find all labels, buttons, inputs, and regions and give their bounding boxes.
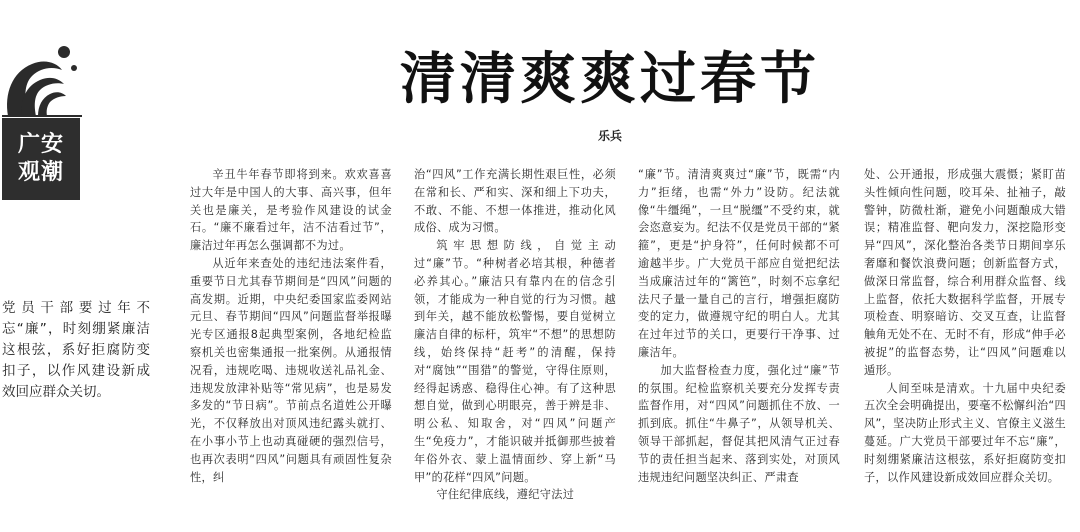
paragraph: 筑牢思想防线，自觉主动过“廉”节。“种树者必培其根，种德者必养其心。”廉洁只有靠内在的信念引领，才能成为一种自觉的行为习惯。越到年关，越不能放松警惕，要自觉树立廉洁自律的标杆，筑牢“不想”的思想防线，始终保持“赶考”的清醒，保持对“腐蚀”“围猎”的警觉，守得住原则，经得起诱惑、稳得住心神。有了这种思想自觉，做到心明眼亮，善于辨是非、明公私、知取舍，对“四风”问题产生“免疫力”，才能识破并抵御那些披着年俗外衣、蒙上温情面纱、穿上新“马甲”的花样“四风”问题。	[414, 239, 616, 484]
paragraph: 治“四风”工作充满长期性艰巨性，必须在常和长、严和实、深和细上下功夫，不敢、不能、不想一体推进，推动化风成俗、成为习惯。	[414, 168, 616, 235]
article-column-4	[864, 166, 1066, 532]
wave-logo-icon	[2, 42, 82, 118]
paragraph: 从近年来查处的违纪违法案件看，重要节日尤其春节期间是“四风”问题的高发期。近期，中央纪委国家监委网站元旦、春节期间“四风”问题监督举报曝光专区通报8起典型案例，各地纪检监察机关也密集通报一批案例。从通报情况看，违规吃喝、违规收送礼品礼金、违规发放津补贴等“常见病”，也是易发多发的“节日病”。节前点名道姓公开曝光，不仅释放出对顶风违纪露头就打、在小事小节上也动真碰硬的强烈信号，也再次表明“四风”问题具有顽固性复杂性，纠	[190, 256, 392, 484]
paragraph: 处、公开通报，形成强大震慑；紧盯苗头性倾向性问题，咬耳朵、扯袖子，敲警钟，防微杜渐，避免小问题酿成大错误；精准监督、靶向发力，深挖隐形变异“四风”，深化整治各类节日期间享乐奢靡和餐饮浪费问题；创新监督方式，做深日常监督，综合利用群众监督、线上监督，依托大数据科学监督，开展专项检查、明察暗访、交叉互查，让监督触角无处不在、无时不有，形成“伸手必被捉”的监督态势，让“四风”问题难以遁形。	[864, 168, 1066, 377]
article-author: 乐兵	[597, 129, 622, 143]
article-column-1	[190, 166, 392, 532]
column-badge-line2: 观潮	[17, 160, 64, 185]
column-badge	[2, 118, 80, 200]
column-badge-line1: 广安	[17, 132, 64, 157]
paragraph: 辛丑牛年春节即将到来。欢欢喜喜过大年是中国人的大事、高兴事，但年关也是廉关，是考验作风建设的试金石。“廉不廉看过年，洁不洁看过节”，廉洁过年再怎么强调都不为过。	[190, 168, 392, 253]
article-title: 清清爽爽过春节	[400, 46, 820, 112]
article-column-2	[414, 166, 616, 532]
article-column-3	[638, 166, 840, 532]
lead-summary: 党员干部要过年不忘“廉”，时刻绷紧廉洁这根弦，系好拒腐防变扣子，以作风建设新成效回应群众关切。	[2, 300, 150, 400]
paragraph: “廉”节。清清爽爽过“廉”节，既需“内力”拒绪，也需“外力”设防。纪法就像“牛缰绳”，一旦“脱缰”不受约束，就会恣意妄为。纪法不仅是党员干部的“紧箍”，更是“护身符”，任何时候都不可逾越半步。广大党员干部应自觉把纪法当成廉洁过年的“篱笆”，时刻不忘拿纪法尺子量一量自己的言行，增强拒腐防变的定力，做遵规守纪的明白人。尤其在过年过节的关口，更要行干净事、过廉洁年。	[638, 168, 840, 359]
paragraph: 人间至味是清欢。十九届中央纪委五次全会明确提出，要毫不松懈纠治“四风”，坚决防止形式主义、官僚主义滋生蔓延。广大党员干部要过年不忘“廉”，时刻绷紧廉洁这根弦，系好拒腐防变扣子，以作风建设新成效回应群众关切。	[864, 381, 1066, 484]
paragraph: 加大监督检查力度，强化过“廉”节的氛围。纪检监察机关要充分发挥专责监督作用，对“四风”问题抓住不放、一抓到底。抓住“牛鼻子”，从领导机关、领导干部抓起，督促其把风清气正过春节的责任担当起来、落到实处，对顶风违规违纪问题坚决纠正、严肃查	[638, 363, 840, 484]
paragraph: 守住纪律底线，遵纪守法过	[436, 488, 575, 502]
